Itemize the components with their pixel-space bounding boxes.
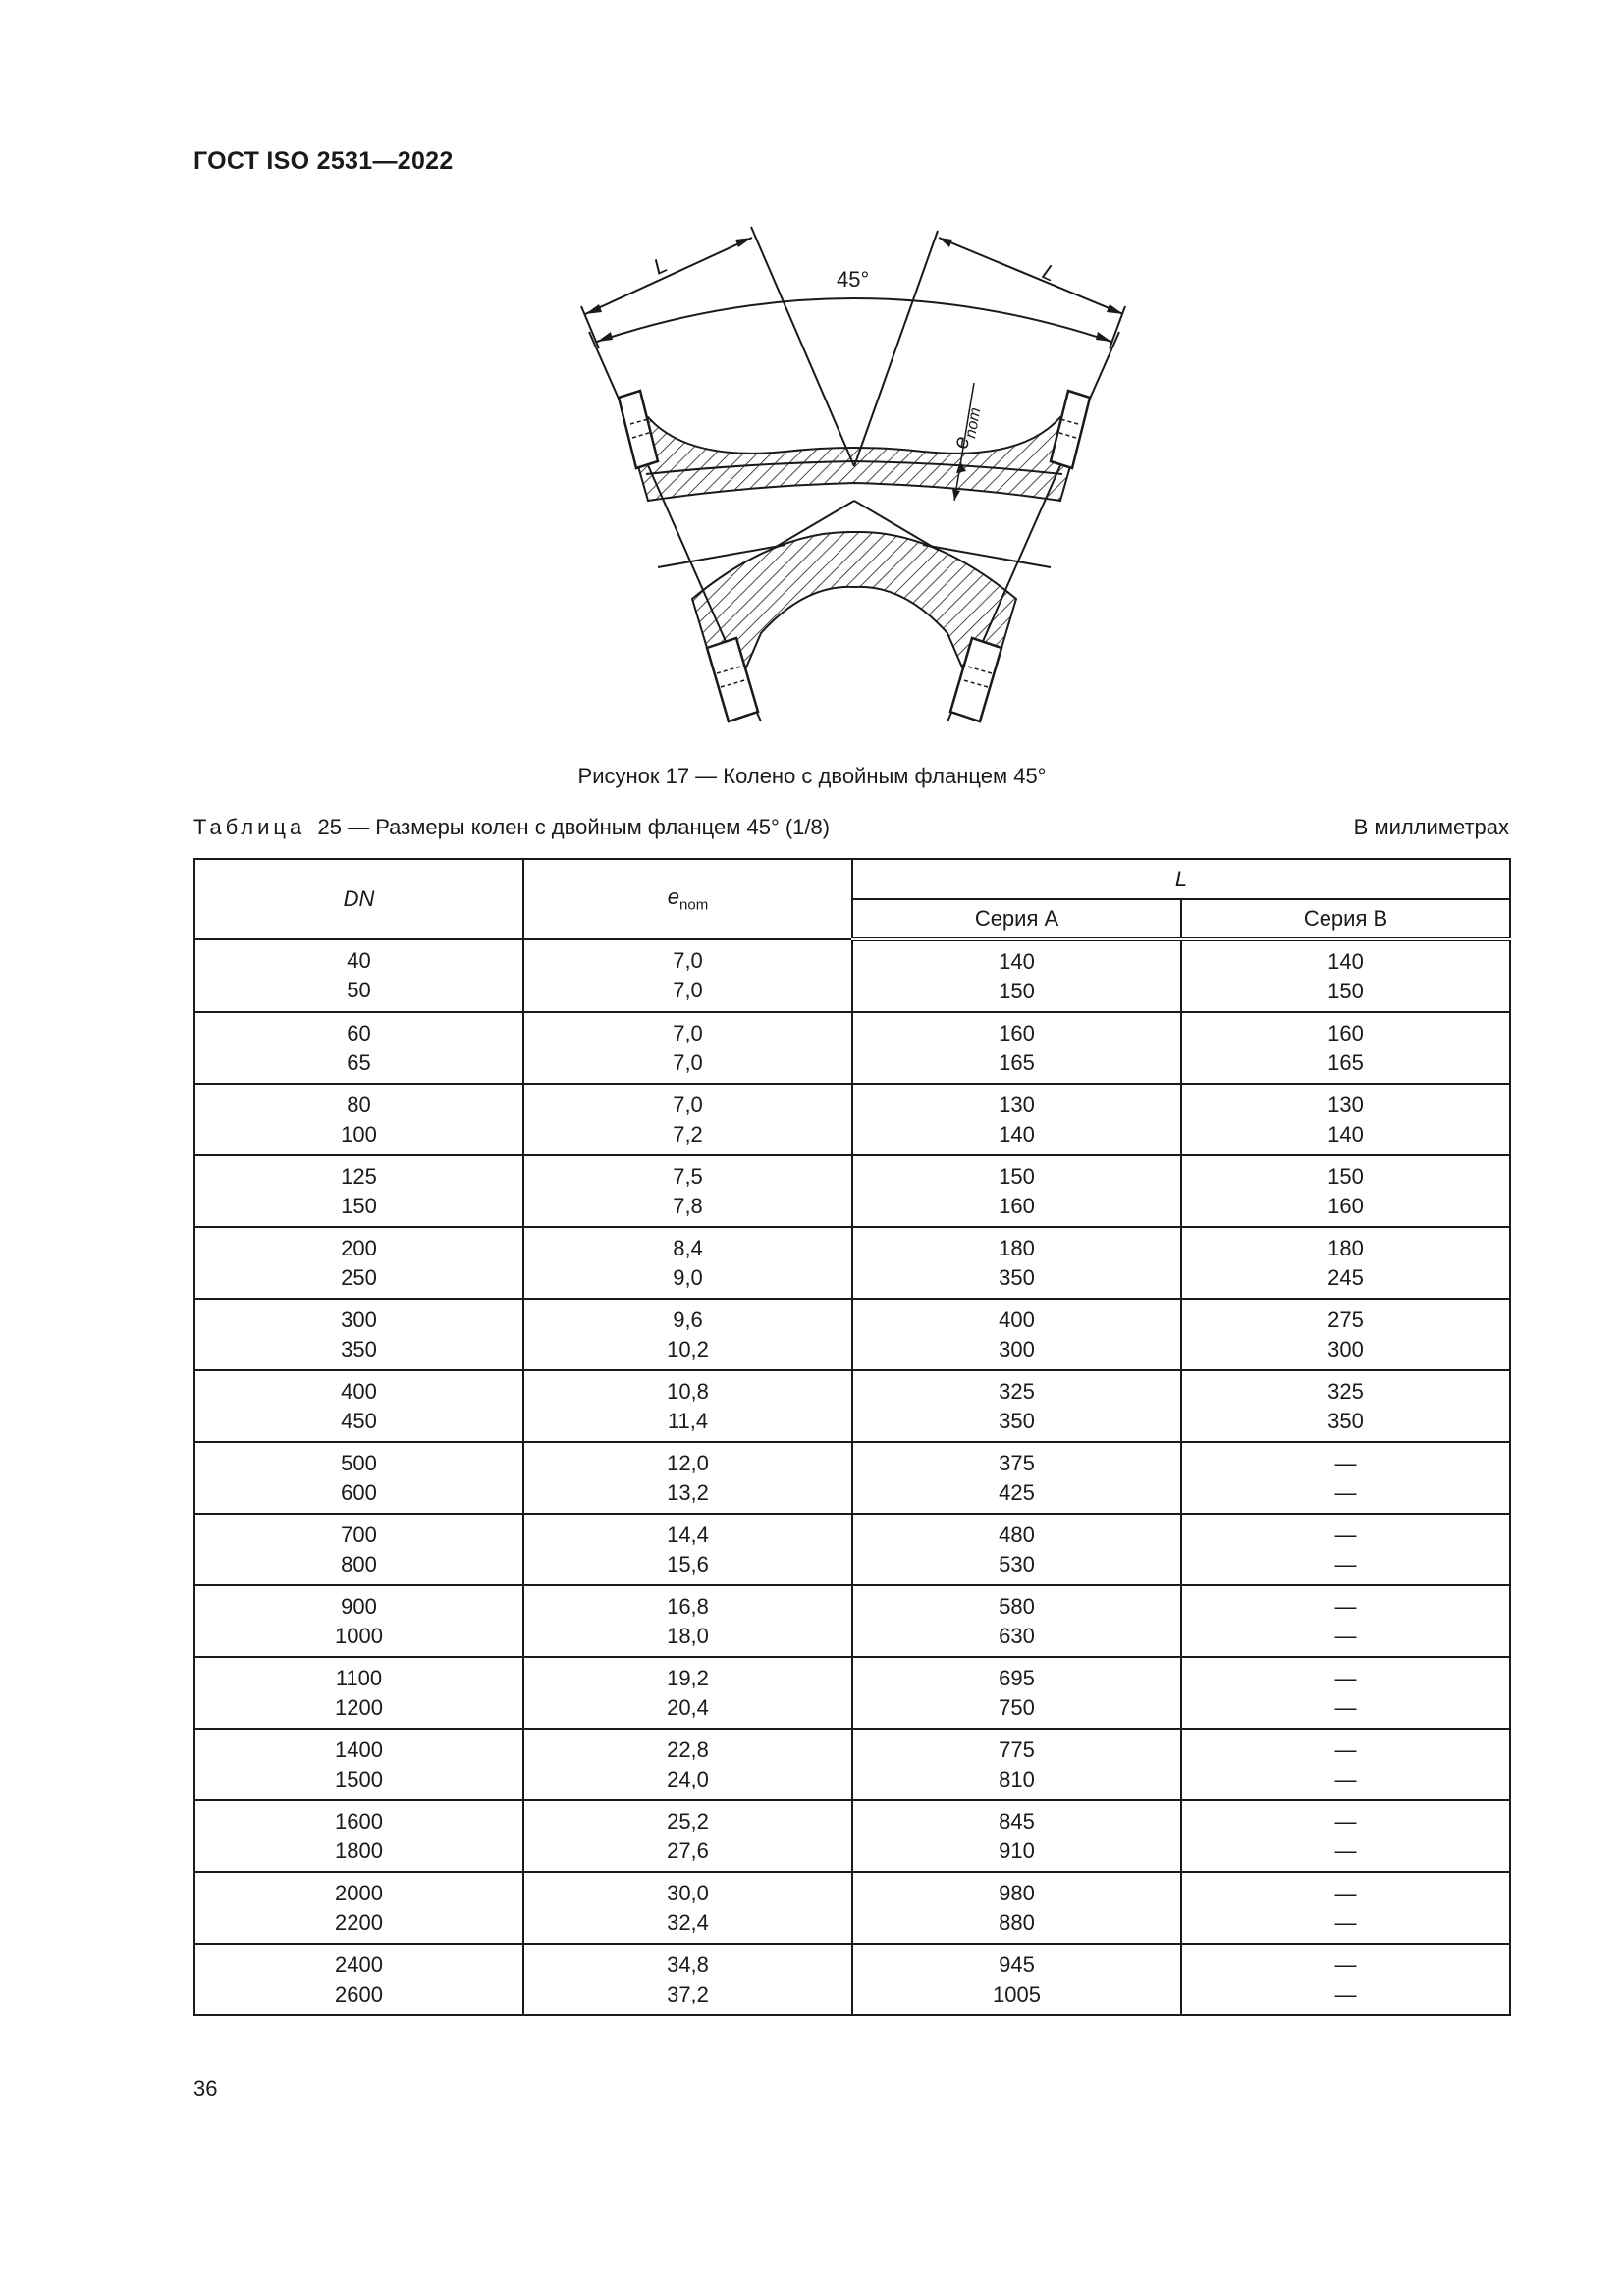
cell-value: 140 (1327, 1121, 1364, 1147)
cell-value: — (1334, 1981, 1357, 2006)
cell-value: 2200 (335, 1909, 383, 1935)
cell-value: 200 (341, 1235, 377, 1260)
cell-value: 150 (1327, 1163, 1364, 1189)
cell-value: 375 (999, 1450, 1035, 1475)
cell-value: — (1334, 1623, 1357, 1648)
cell-value: 14,4 (667, 1522, 709, 1547)
cell-value: 22,8 (667, 1736, 709, 1762)
cell-value: 1100 (335, 1665, 383, 1690)
cell-enom (523, 1299, 852, 1370)
cell-value: 20,4 (667, 1694, 709, 1720)
upper-wall-section (628, 417, 1080, 501)
cell-enom (523, 1370, 852, 1442)
cell-value: 7,8 (673, 1193, 703, 1218)
cell-value: 125 (341, 1163, 377, 1189)
cell-value: 7,0 (673, 978, 703, 1002)
cell-value: 400 (341, 1378, 377, 1404)
table-row (194, 1514, 1510, 1585)
cell-value: — (1334, 1479, 1357, 1505)
cell-b (1181, 1800, 1510, 1872)
cell-value: 845 (999, 1808, 1035, 1834)
cell-value: 9,0 (673, 1264, 703, 1290)
cell-b (1181, 1299, 1510, 1370)
cell-value: 300 (999, 1336, 1035, 1362)
label-angle: 45° (837, 267, 870, 292)
cell-dn (194, 939, 523, 1012)
cell-a (852, 1944, 1181, 2015)
cell-b (1181, 1155, 1510, 1227)
cell-value: — (1334, 1694, 1357, 1720)
cell-value: 150 (341, 1193, 377, 1218)
cell-a (852, 1084, 1181, 1155)
table-row (194, 1370, 1510, 1442)
cell-enom (523, 1872, 852, 1944)
cell-value: 480 (999, 1522, 1035, 1547)
cell-value: 810 (999, 1766, 1035, 1791)
cell-value: 150 (1327, 978, 1364, 1003)
cell-value: 400 (999, 1307, 1035, 1332)
figure-caption: Рисунок 17 — Колено с двойным фланцем 45° (577, 764, 1047, 788)
cell-a (852, 1227, 1181, 1299)
table-row (194, 1012, 1510, 1084)
cell-b (1181, 1012, 1510, 1084)
cell-dn (194, 1729, 523, 1800)
cell-b (1181, 1944, 1510, 2015)
cell-value: 7,0 (673, 1049, 703, 1075)
cell-value: 32,4 (667, 1909, 709, 1935)
table-row (194, 1227, 1510, 1299)
cell-value: 9,6 (673, 1307, 703, 1332)
cell-value: 15,6 (667, 1551, 709, 1576)
cell-value: 140 (999, 948, 1035, 974)
cell-dn (194, 1585, 523, 1657)
cell-value: 900 (341, 1593, 377, 1619)
cell-value: 325 (999, 1378, 1035, 1404)
cell-value: 450 (341, 1408, 377, 1433)
cell-b (1181, 1442, 1510, 1514)
cell-value: 800 (341, 1551, 377, 1576)
cell-value: 750 (999, 1694, 1035, 1720)
cell-b (1181, 1084, 1510, 1155)
cell-value: 1200 (335, 1694, 383, 1720)
cell-value: 530 (999, 1551, 1035, 1576)
table-row (194, 1944, 1510, 2015)
cell-value: — (1334, 1522, 1357, 1547)
cell-value: 13,2 (667, 1479, 709, 1505)
cell-value: 130 (1327, 1092, 1364, 1117)
cell-value: 300 (1327, 1336, 1364, 1362)
cell-value: 10,8 (667, 1378, 709, 1404)
cell-value: 300 (341, 1307, 377, 1332)
cell-value: 1400 (335, 1736, 383, 1762)
cell-value: 24,0 (667, 1766, 709, 1791)
cell-a (852, 1370, 1181, 1442)
table-title: Таблица 25 — Размеры колен с двойным фланцем 45° (1/8) (193, 815, 831, 839)
table-row (194, 1800, 1510, 1872)
cell-a (852, 1800, 1181, 1872)
cell-value: 7,2 (673, 1121, 703, 1147)
cell-dn (194, 1872, 523, 1944)
dim-line-left (585, 238, 752, 314)
cell-value: 160 (1327, 1020, 1364, 1045)
cell-value: 7,5 (673, 1163, 703, 1189)
cell-value: 275 (1327, 1307, 1364, 1332)
cell-value: — (1334, 1951, 1357, 1977)
cell-value: 1600 (335, 1808, 383, 1834)
table-row (194, 1084, 1510, 1155)
cell-value: — (1334, 1880, 1357, 1905)
cell-a (852, 1299, 1181, 1370)
cell-value: 350 (341, 1336, 377, 1362)
cell-value: 700 (341, 1522, 377, 1547)
cell-value: 11,4 (667, 1408, 709, 1433)
col-header-series-b: Серия В (1181, 899, 1510, 939)
cell-dn (194, 1227, 523, 1299)
cell-value: 160 (999, 1020, 1035, 1045)
cell-value: 180 (999, 1235, 1035, 1260)
cell-value: 34,8 (667, 1951, 709, 1977)
cell-value: — (1334, 1593, 1357, 1619)
cell-a (852, 939, 1181, 1012)
label-enom: $e_{nom}$ (947, 406, 985, 451)
cell-dn (194, 1657, 523, 1729)
table-row (194, 1442, 1510, 1514)
cell-b (1181, 1729, 1510, 1800)
cell-value: — (1334, 1736, 1357, 1762)
cell-a (852, 1442, 1181, 1514)
cell-value: 1800 (335, 1838, 383, 1863)
cell-enom (523, 1585, 852, 1657)
cell-b (1181, 1370, 1510, 1442)
table-row (194, 1872, 1510, 1944)
cell-value: 37,2 (667, 1981, 709, 2006)
elbow-drawing (550, 216, 1159, 746)
cell-value: 165 (999, 1049, 1035, 1075)
cell-dn (194, 1299, 523, 1370)
cell-value: 160 (1327, 1193, 1364, 1218)
table-row (194, 939, 1510, 1012)
table-row (194, 1299, 1510, 1370)
page-number: 36 (193, 2076, 218, 2101)
cell-value: — (1334, 1766, 1357, 1791)
cell-a (852, 1514, 1181, 1585)
cell-value: 2000 (335, 1880, 383, 1905)
cell-enom (523, 1944, 852, 2015)
table-row (194, 1585, 1510, 1657)
cell-a (852, 1872, 1181, 1944)
cell-value: 7,0 (673, 1020, 703, 1045)
label-L-left: L (649, 251, 672, 280)
cell-value: 580 (999, 1593, 1035, 1619)
cell-value: 600 (341, 1479, 377, 1505)
cell-a (852, 1012, 1181, 1084)
cell-value: 60 (347, 1020, 371, 1045)
cell-b (1181, 1227, 1510, 1299)
cell-b (1181, 939, 1510, 1012)
cell-value: 130 (999, 1092, 1035, 1117)
cell-value: — (1334, 1838, 1357, 1863)
cell-value: 65 (347, 1049, 371, 1075)
cell-a (852, 1657, 1181, 1729)
cell-dn (194, 1155, 523, 1227)
cell-value: 1005 (993, 1981, 1041, 2006)
dim-line-right (939, 238, 1123, 314)
cell-value: 27,6 (667, 1838, 709, 1863)
cell-value: 500 (341, 1450, 377, 1475)
cell-value: 350 (999, 1264, 1035, 1290)
cell-value: 7,0 (673, 948, 703, 973)
cell-dn (194, 1084, 523, 1155)
cell-enom (523, 939, 852, 1012)
cell-value: — (1334, 1551, 1357, 1576)
cell-value: 2600 (335, 1981, 383, 2006)
cell-b (1181, 1514, 1510, 1585)
cell-enom (523, 1227, 852, 1299)
cell-value: 325 (1327, 1378, 1364, 1404)
cell-a (852, 1155, 1181, 1227)
table-row (194, 1155, 1510, 1227)
cell-b (1181, 1585, 1510, 1657)
cell-value: 8,4 (673, 1235, 703, 1260)
cell-value: 910 (999, 1838, 1035, 1863)
cell-value: 350 (999, 1408, 1035, 1433)
cell-value: 140 (1327, 948, 1364, 974)
standard-code: ГОСТ ISO 2531—2022 (193, 147, 454, 175)
cell-value: 150 (999, 1163, 1035, 1189)
cell-value: 50 (347, 978, 371, 1002)
table-row (194, 1657, 1510, 1729)
cell-dn (194, 1370, 523, 1442)
angle-arc (597, 298, 1111, 342)
cell-value: 160 (999, 1193, 1035, 1218)
cell-value: 695 (999, 1665, 1035, 1690)
cell-enom (523, 1442, 852, 1514)
cell-value: — (1334, 1909, 1357, 1935)
cell-enom (523, 1729, 852, 1800)
cell-value: 880 (999, 1909, 1035, 1935)
cell-value: 775 (999, 1736, 1035, 1762)
cell-value: 350 (1327, 1408, 1364, 1433)
cell-value: 945 (999, 1951, 1035, 1977)
cell-a (852, 1585, 1181, 1657)
cell-value: 180 (1327, 1235, 1364, 1260)
cell-value: 40 (347, 948, 371, 973)
table-row (194, 1729, 1510, 1800)
col-header-enom: $e_{nom}$ (523, 859, 852, 939)
cell-value: 25,2 (667, 1808, 709, 1834)
cell-dn (194, 1944, 523, 2015)
cell-value: 16,8 (667, 1593, 709, 1619)
table-units: В миллиметрах (1353, 815, 1509, 839)
cell-value: 12,0 (667, 1450, 709, 1475)
cell-b (1181, 1872, 1510, 1944)
cell-value: 165 (1327, 1049, 1364, 1075)
cell-enom (523, 1012, 852, 1084)
cell-b (1181, 1657, 1510, 1729)
cell-enom (523, 1800, 852, 1872)
label-L-right: L (1038, 258, 1060, 287)
cell-value: 150 (999, 978, 1035, 1003)
cell-value: 250 (341, 1264, 377, 1290)
col-header-dn: DN (194, 859, 523, 939)
cell-value: 140 (999, 1121, 1035, 1147)
cell-value: — (1334, 1808, 1357, 1834)
cell-value: 630 (999, 1623, 1035, 1648)
cell-dn (194, 1514, 523, 1585)
cell-enom (523, 1155, 852, 1227)
cell-value: 10,2 (667, 1336, 709, 1362)
col-header-L: L (852, 859, 1510, 899)
cell-value: 425 (999, 1479, 1035, 1505)
cell-dn (194, 1800, 523, 1872)
cell-value: 980 (999, 1880, 1035, 1905)
cell-value: 100 (341, 1121, 377, 1147)
dimensions-table (193, 858, 1511, 2016)
cell-value: 2400 (335, 1951, 383, 1977)
cell-enom (523, 1084, 852, 1155)
cell-value: — (1334, 1665, 1357, 1690)
cell-value: 1000 (335, 1623, 383, 1648)
cell-enom (523, 1514, 852, 1585)
cell-a (852, 1729, 1181, 1800)
cell-value: 7,0 (673, 1092, 703, 1117)
cell-value: 1500 (335, 1766, 383, 1791)
col-header-series-a: Серия А (852, 899, 1181, 939)
cell-value: 19,2 (667, 1665, 709, 1690)
cell-value: 80 (347, 1092, 371, 1117)
cell-value: 18,0 (667, 1623, 709, 1648)
cell-value: 30,0 (667, 1880, 709, 1905)
cell-dn (194, 1012, 523, 1084)
cell-value: 245 (1327, 1264, 1364, 1290)
cell-dn (194, 1442, 523, 1514)
cell-enom (523, 1657, 852, 1729)
cell-value: — (1334, 1450, 1357, 1475)
